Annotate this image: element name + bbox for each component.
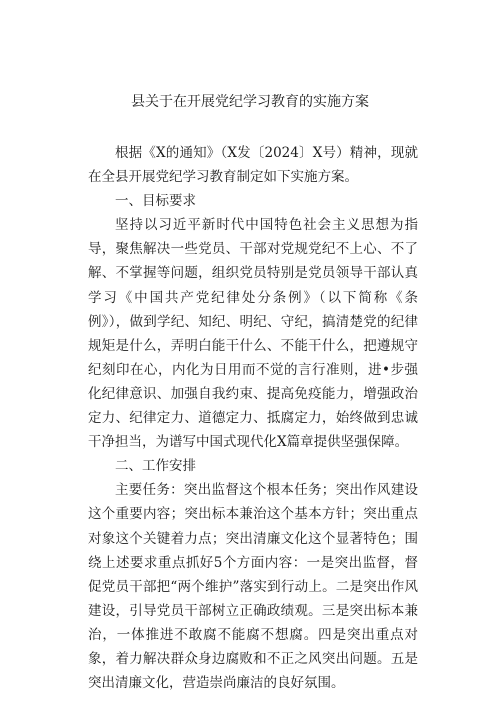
document-body (88, 141, 418, 695)
section-paragraph-goals: 坚持以习近平新时代中国特色社会主义思想为指导，聚焦解决一些党员、干部对党规党纪不上心、不了解、不掌握等问题，组织党员特别是党员领导干部认真学习《中国共产党纪律处分条例》（以下简称《条例》），做到学纪、知纪、明纪、守纪，搞清楚党的纪律规矩是什么，弄明白能干什么、不能干什么，把遵规守纪刻印在心，内化为日用而不觉的言行准则，进•步强化纪律意识、加强自我约束、提高免疫能力，增强政治定力、纪律定力、道德定力、抵腐定力，始终做到忠诚干净担当，为谱写中国式现代化X篇章提供坚强保障。 (88, 217, 418, 451)
section-heading-arrangements: 二、工作安排 (115, 458, 196, 475)
intro-paragraph: 根据《X的通知》（X发〔2024〕X号）精神，现就在全县开展党纪学习教育制定如下实施方案。 (88, 145, 418, 186)
section-paragraph-arrangements: 主要任务：突出监督这个根本任务；突出作风建设这个重要内容；突出标本兼治这个基本方针；突出重点对象这个关键着力点；突出清廉文化这个显著特色；围绕上述要求重点抓好5个方面内容：一是突出监督，督促党员干部把“两个维护”落实到行动上。二是突出作风建设，引导党员干部树立正确政绩观。三是突出标本兼治，一体推进不敢腐不能腐不想腐。四是突出重点对象，着力解决群众身边腐败和不正之风突出问题。五是突出清廉文化，营造崇尚廉洁的良好氛围。 (88, 482, 418, 692)
document-title: 县关于在开展党纪学习教育的实施方案 (131, 94, 369, 110)
section-heading-goals: 一、目标要求 (115, 193, 196, 210)
